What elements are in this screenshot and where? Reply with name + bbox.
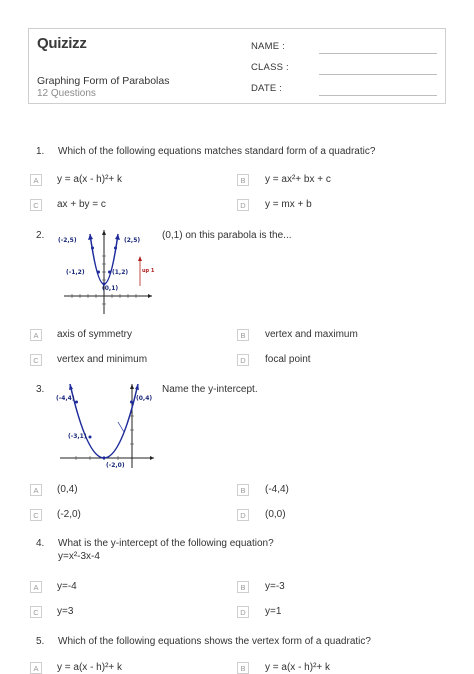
q4-option-b-box[interactable]: B	[237, 581, 249, 593]
question-2-number: 2.	[36, 230, 45, 241]
q3-option-a-text: (0,4)	[57, 484, 78, 495]
q2-option-b-box[interactable]: B	[237, 329, 249, 341]
q5-option-b-text: y = a(x - h)²+ k	[265, 662, 331, 673]
worksheet-title: Graphing Form of Parabolas	[37, 75, 170, 87]
q3-option-d-text: (0,0)	[265, 509, 286, 520]
q4-option-a-box[interactable]: A	[30, 581, 42, 593]
q1-option-d-box[interactable]: D	[237, 199, 249, 211]
q3-option-b-box[interactable]: B	[237, 484, 249, 496]
q3-option-a-box[interactable]: A	[30, 484, 42, 496]
question-3-text: Name the y-intercept.	[162, 384, 258, 395]
q3-label-0-4: (0,4)	[136, 395, 153, 402]
date-field[interactable]	[319, 95, 437, 96]
question-count: 12 Questions	[37, 88, 96, 99]
question-4-equation: y=x²-3x-4	[58, 551, 100, 562]
q2-option-d-box[interactable]: D	[237, 354, 249, 366]
q5-option-b-box[interactable]: B	[237, 662, 249, 674]
class-label: CLASS :	[251, 62, 289, 73]
question-3-number: 3.	[36, 384, 45, 395]
q2-label-2-5: (2,5)	[124, 237, 141, 244]
name-field[interactable]	[319, 53, 437, 54]
q2-label-0-1: (0,1)	[102, 285, 119, 292]
q2-option-c-box[interactable]: C	[30, 354, 42, 366]
question-4-number: 4.	[36, 538, 45, 549]
class-field[interactable]	[319, 74, 437, 75]
q2-option-b-text: vertex and maximum	[265, 329, 358, 340]
q2-label-neg1-2: (-1,2)	[66, 269, 85, 276]
q4-option-c-text: y=3	[57, 606, 74, 617]
q1-option-a-text: y = a(x - h)²+ k	[57, 174, 123, 185]
question-5-text: Which of the following equations shows the vertex form of a quadratic?	[58, 636, 371, 647]
q2-label-1-2: (1,2)	[112, 269, 129, 276]
date-label: DATE :	[251, 83, 283, 94]
question-1-number: 1.	[36, 146, 45, 157]
name-label: NAME :	[251, 41, 285, 52]
q5-option-a-box[interactable]: A	[30, 662, 42, 674]
q2-option-c-text: vertex and minimum	[57, 354, 148, 365]
question-4-text: What is the y-intercept of the following equation?	[58, 538, 274, 549]
q2-option-a-box[interactable]: A	[30, 329, 42, 341]
q4-option-a-text: y=-4	[57, 581, 77, 592]
question-2-text: (0,1) on this parabola is the...	[162, 230, 292, 241]
worksheet-header	[28, 28, 446, 104]
q4-option-c-box[interactable]: C	[30, 606, 42, 618]
q2-label-neg2-5: (-2,5)	[58, 237, 77, 244]
q3-label-neg2-0: (-2,0)	[106, 462, 125, 469]
q1-option-b-text: y = ax²+ bx + c	[265, 174, 331, 185]
q2-label-up-1: up 1	[142, 268, 155, 274]
q1-option-c-box[interactable]: C	[30, 199, 42, 211]
q4-option-d-box[interactable]: D	[237, 606, 249, 618]
q1-option-d-text: y = mx + b	[265, 199, 312, 210]
q1-option-b-box[interactable]: B	[237, 174, 249, 186]
question-5-number: 5.	[36, 636, 45, 647]
q2-option-a-text: axis of symmetry	[57, 329, 133, 340]
q3-parabola-graph	[52, 380, 158, 472]
q3-label-neg4-4: (-4,4)	[56, 395, 75, 402]
quizizz-logo: Quizizz	[37, 35, 87, 52]
q4-option-b-text: y=-3	[265, 581, 285, 592]
question-1-text: Which of the following equations matches standard form of a quadratic?	[58, 146, 376, 157]
q5-option-a-text: y = a(x - h)²+ k	[57, 662, 123, 673]
q3-option-b-text: (-4,4)	[265, 484, 289, 495]
q1-option-a-box[interactable]: A	[30, 174, 42, 186]
q1-option-c-text: ax + by = c	[57, 199, 106, 210]
q2-option-d-text: focal point	[265, 354, 311, 365]
q3-label-neg3-1: (-3,1)	[68, 433, 87, 440]
q4-option-d-text: y=1	[265, 606, 282, 617]
q2-parabola-graph	[56, 226, 156, 318]
q3-option-d-box[interactable]: D	[237, 509, 249, 521]
q3-parabola-curve	[70, 384, 138, 458]
q3-option-c-text: (-2,0)	[57, 509, 81, 520]
q3-option-c-box[interactable]: C	[30, 509, 42, 521]
